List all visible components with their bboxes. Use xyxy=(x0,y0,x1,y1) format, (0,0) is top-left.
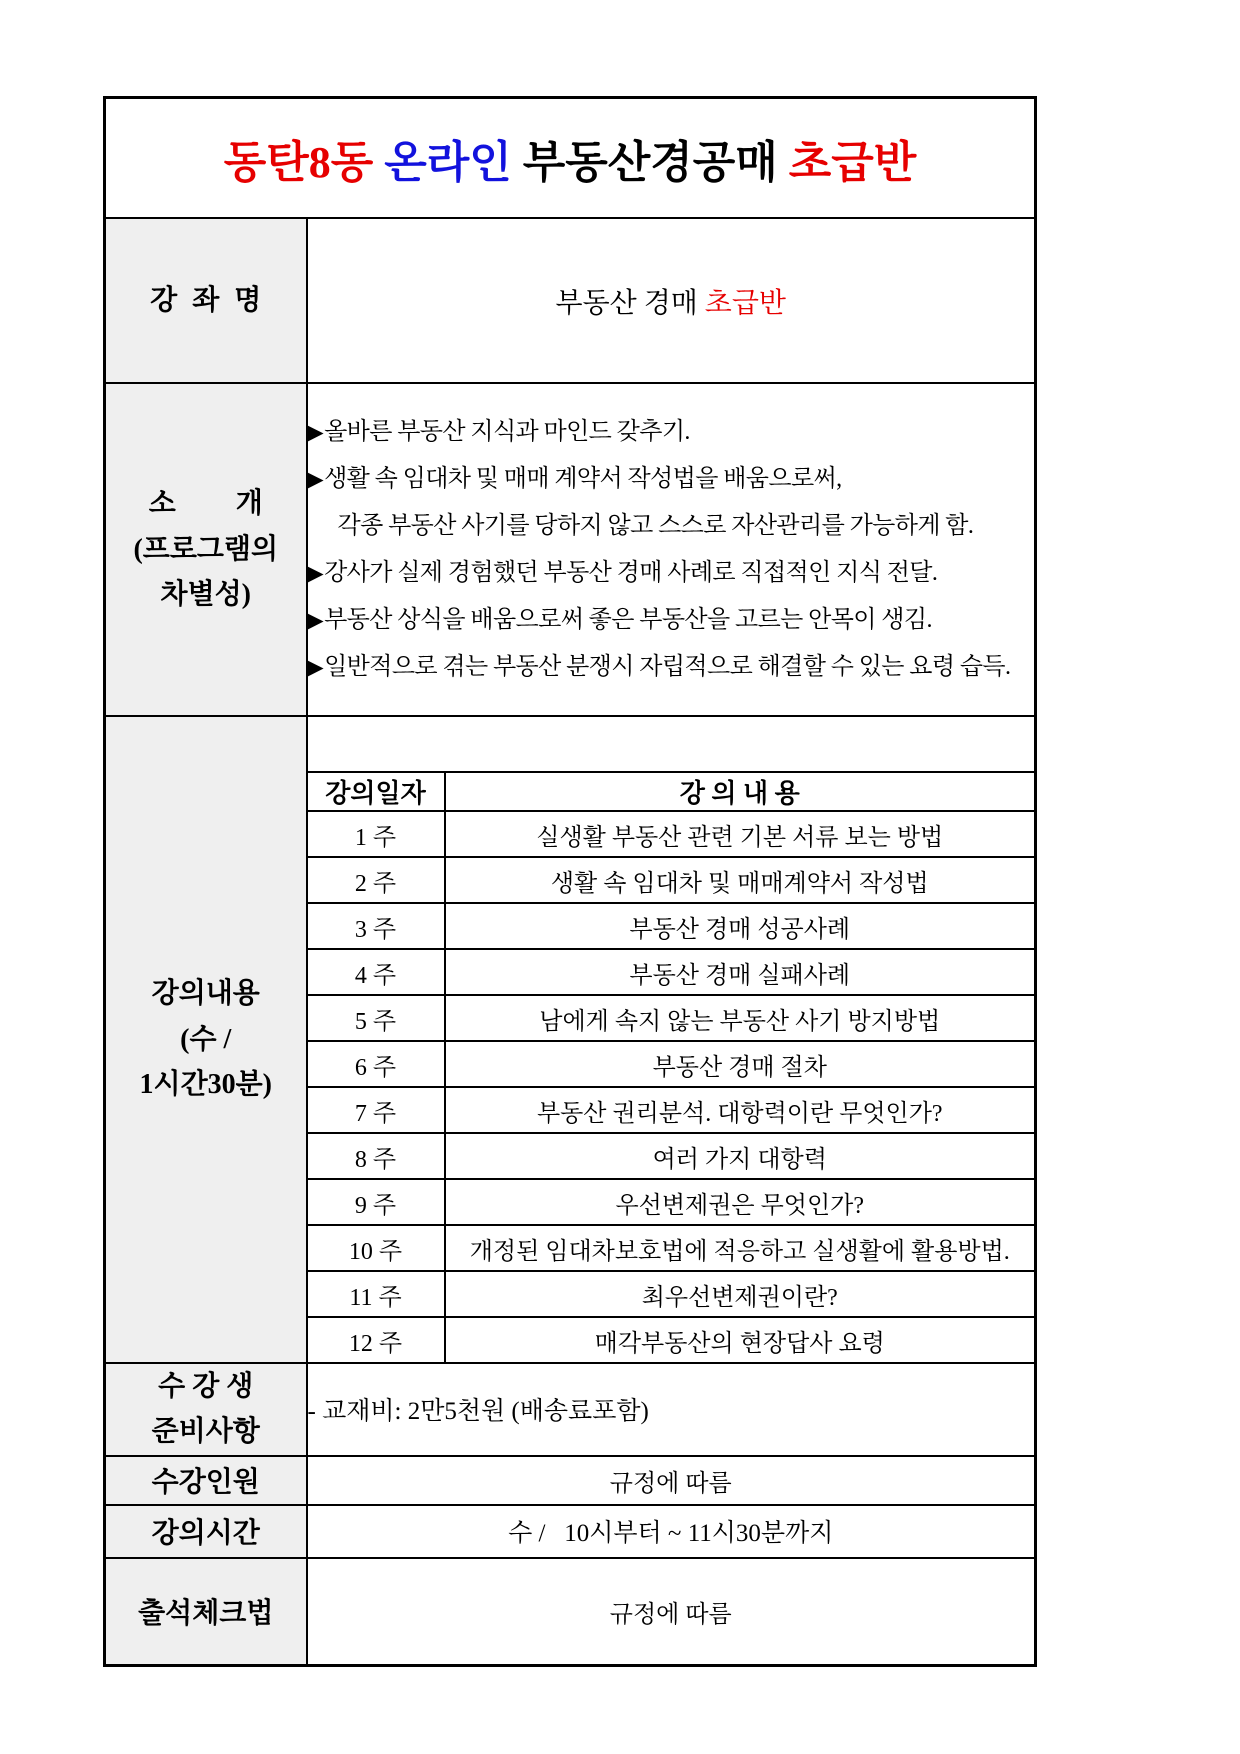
course-info-table xyxy=(103,96,1037,1667)
intro-line: ▶일반적으로 겪는 부동산 분쟁시 자립적으로 해결할 수 있는 요령 습득. xyxy=(307,653,1011,680)
schedule-content xyxy=(307,716,1036,1363)
title-part-online: 온라인 xyxy=(384,138,512,187)
title-part-level: 초급반 xyxy=(788,138,917,187)
week-number: 7 주 xyxy=(308,1087,445,1133)
intro-line: ▶올바른 부동산 지식과 마인드 갖추기. xyxy=(307,418,690,445)
intro-line: ▶강사가 실제 경험했던 부동산 경매 사례로 직접적인 지식 전달. xyxy=(307,559,938,586)
schedule-week-row xyxy=(308,811,1035,857)
week-content: 생활 속 임대차 및 매매계약서 작성법 xyxy=(445,857,1035,903)
bullet-triangle-icon: ▶ xyxy=(307,419,324,444)
class-time-row xyxy=(105,1505,1036,1558)
materials-value: - 교재비: 2만5천원 (배송료포함) xyxy=(307,1363,1036,1456)
title-part-subject: 부동산경공매 xyxy=(522,138,778,187)
week-number: 10 주 xyxy=(308,1225,445,1271)
bullet-triangle-icon: ▶ xyxy=(307,654,324,679)
attendance-value: 규정에 따름 xyxy=(307,1558,1036,1666)
schedule-week-row xyxy=(308,857,1035,903)
week-content: 부동산 경매 절차 xyxy=(445,1041,1035,1087)
page-title xyxy=(224,138,917,187)
schedule-week-row xyxy=(308,1041,1035,1087)
intro-line: ▶생활 속 임대차 및 매매 계약서 작성법을 배움으로써, xyxy=(307,465,842,492)
week-content: 남에게 속지 않는 부동산 사기 방지방법 xyxy=(445,995,1035,1041)
attendance-row xyxy=(105,1558,1036,1666)
schedule-table xyxy=(308,771,1035,1362)
title-cell xyxy=(105,98,1036,219)
week-number: 12 주 xyxy=(308,1317,445,1362)
week-content: 매각부동산의 현장답사 요령 xyxy=(445,1317,1035,1362)
week-number: 5 주 xyxy=(308,995,445,1041)
schedule-week-row xyxy=(308,995,1035,1041)
week-content: 최우선변제권이란? xyxy=(445,1271,1035,1317)
week-content: 여러 가지 대항력 xyxy=(445,1133,1035,1179)
schedule-week-row xyxy=(308,1317,1035,1362)
intro-content xyxy=(307,383,1036,716)
bullet-triangle-icon: ▶ xyxy=(307,466,324,491)
week-content: 개정된 임대차보호법에 적응하고 실생활에 활용방법. xyxy=(445,1225,1035,1271)
capacity-value: 규정에 따름 xyxy=(307,1456,1036,1505)
intro-label: 소 개 (프로그램의 차별성) xyxy=(105,383,307,716)
week-number: 8 주 xyxy=(308,1133,445,1179)
schedule-week-row xyxy=(308,1179,1035,1225)
week-content: 실생활 부동산 관련 기본 서류 보는 방법 xyxy=(445,811,1035,857)
course-name-row xyxy=(105,218,1036,383)
attendance-label: 출석체크법 xyxy=(105,1558,307,1666)
bullet-triangle-icon: ▶ xyxy=(307,607,324,632)
schedule-week-row xyxy=(308,1087,1035,1133)
course-name-text: 부동산 경매 xyxy=(555,287,698,319)
intro-row xyxy=(105,383,1036,716)
week-content: 부동산 권리분석. 대항력이란 무엇인가? xyxy=(445,1087,1035,1133)
class-time-value: 수 / 10시부터 ~ 11시30분까지 xyxy=(307,1505,1036,1558)
week-number: 2 주 xyxy=(308,857,445,903)
materials-row xyxy=(105,1363,1036,1456)
title-part-location: 동탄8동 xyxy=(223,138,374,187)
title-row xyxy=(105,98,1036,219)
schedule-label: 강의내용 (수 / 1시간30분) xyxy=(105,716,307,1363)
week-content: 부동산 경매 성공사례 xyxy=(445,903,1035,949)
course-name-highlight: 초급반 xyxy=(704,287,786,319)
class-time-label: 강의시간 xyxy=(105,1505,307,1558)
schedule-week-row xyxy=(308,903,1035,949)
course-name-label: 강 좌 명 xyxy=(105,218,307,383)
intro-line-continuation: 각종 부동산 사기를 당하지 않고 스스로 자산관리를 가능하게 함. xyxy=(337,512,974,539)
schedule-week-row xyxy=(308,1271,1035,1317)
bullet-triangle-icon: ▶ xyxy=(307,560,324,585)
week-number: 9 주 xyxy=(308,1179,445,1225)
schedule-header-row xyxy=(308,772,1035,811)
capacity-row xyxy=(105,1456,1036,1505)
schedule-header-date: 강의일자 xyxy=(308,772,445,811)
course-name-value xyxy=(307,218,1036,383)
schedule-header-content: 강 의 내 용 xyxy=(445,772,1035,811)
week-number: 3 주 xyxy=(308,903,445,949)
week-number: 1 주 xyxy=(308,811,445,857)
week-number: 6 주 xyxy=(308,1041,445,1087)
schedule-week-row xyxy=(308,949,1035,995)
materials-label: 수 강 생 준비사항 xyxy=(105,1363,307,1456)
week-number: 11 주 xyxy=(308,1271,445,1317)
schedule-row xyxy=(105,716,1036,1363)
schedule-week-row xyxy=(308,1133,1035,1179)
schedule-week-row xyxy=(308,1225,1035,1271)
week-content: 우선변제권은 무엇인가? xyxy=(445,1179,1035,1225)
week-number: 4 주 xyxy=(308,949,445,995)
intro-line: ▶부동산 상식을 배움으로써 좋은 부동산을 고르는 안목이 생김. xyxy=(307,606,932,633)
capacity-label: 수강인원 xyxy=(105,1456,307,1505)
week-content: 부동산 경매 실패사례 xyxy=(445,949,1035,995)
